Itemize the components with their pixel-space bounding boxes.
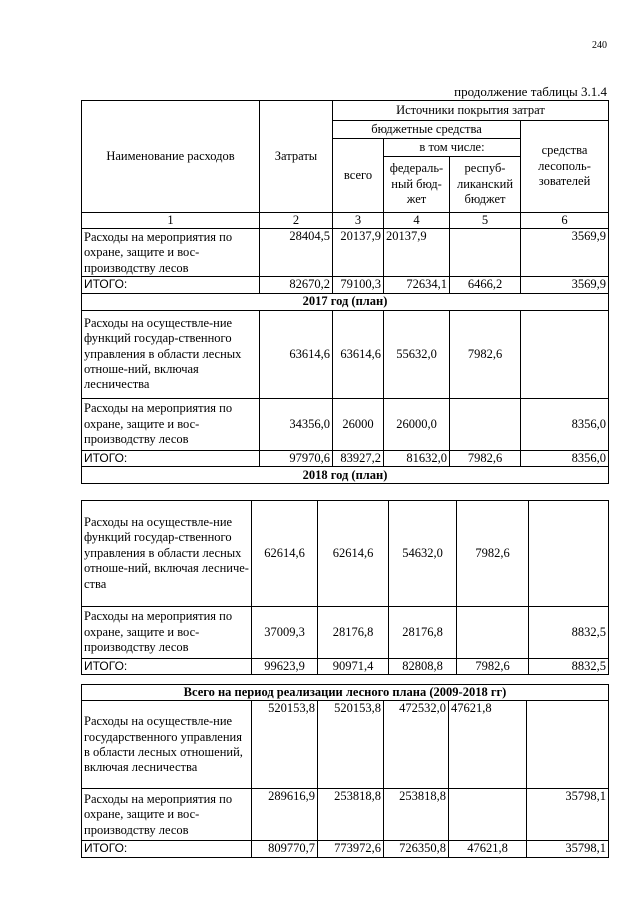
costs-value: 28404,5 [260, 229, 333, 277]
table-row [82, 398, 609, 450]
column-number: 4 [384, 213, 450, 229]
costs-value: 62614,6 [252, 501, 318, 607]
users-value: 3569,9 [521, 229, 609, 277]
costs-value: 63614,6 [260, 310, 333, 398]
republican-value: 6466,2 [450, 277, 521, 293]
users-value: 3569,9 [521, 277, 609, 293]
total-row [82, 841, 609, 857]
total-row [82, 659, 609, 675]
column-number: 1 [82, 213, 260, 229]
table-row [82, 310, 609, 398]
column-number: 2 [260, 213, 333, 229]
total-value: 90971,4 [318, 659, 389, 675]
table-header-row-1 [82, 101, 609, 121]
republican-value [449, 789, 527, 841]
section-header-row [82, 685, 609, 701]
republican-value: 7982,6 [457, 659, 529, 675]
costs-value: 99623,9 [252, 659, 318, 675]
expense-name: Расходы на мероприятия по охране, защите и вос-производству лесов [82, 789, 252, 841]
total-value: 773972,6 [318, 841, 384, 857]
costs-value: 520153,8 [252, 701, 318, 789]
republican-value: 7982,6 [450, 450, 521, 466]
header-including: в том числе: [384, 139, 521, 157]
federal-value: 55632,0 [384, 310, 450, 398]
total-value: 83927,2 [333, 450, 384, 466]
users-value [521, 310, 609, 398]
header-budget-funds: бюджетные средства [333, 121, 521, 139]
expense-name: Расходы на осуществле-ние функций государ-ственного управления в области лесных отноше-ний, включая лесниче-ства [82, 501, 252, 607]
total-value: 62614,6 [318, 501, 389, 607]
federal-value: 726350,8 [384, 841, 449, 857]
users-value: 35798,1 [527, 789, 609, 841]
federal-value: 54632,0 [389, 501, 457, 607]
costs-value: 97970,6 [260, 450, 333, 466]
header-users: средства лесополь-зователей [521, 121, 609, 213]
costs-value: 809770,7 [252, 841, 318, 857]
users-value: 8356,0 [521, 450, 609, 466]
expense-name: Расходы на осуществле-ние функций государ-ственного управления в области лесных отноше-ний, включая лесничества [82, 310, 260, 398]
section-header-row [82, 293, 609, 310]
table-continuation-label: продолжение таблицы 3.1.4 [454, 84, 607, 99]
section-title-2018: 2018 год (план) [82, 467, 609, 484]
header-total: всего [333, 139, 384, 213]
column-number: 3 [333, 213, 384, 229]
table-row [82, 229, 609, 277]
total-value: 28176,8 [318, 607, 389, 659]
users-value [529, 501, 609, 607]
federal-value: 20137,9 [384, 229, 450, 277]
header-name: Наименование расходов [82, 101, 260, 213]
column-numbers-row [82, 213, 609, 229]
section-header-row [82, 467, 609, 484]
republican-value: 7982,6 [457, 501, 529, 607]
page-number: 240 [592, 40, 607, 51]
federal-value: 82808,8 [389, 659, 457, 675]
total-label: ИТОГО: [82, 841, 252, 857]
total-value: 26000 [333, 398, 384, 450]
costs-value: 34356,0 [260, 398, 333, 450]
header-republican: респуб-ликанский бюджет [450, 157, 521, 213]
table-row [82, 501, 609, 607]
republican-value [457, 607, 529, 659]
column-number: 6 [521, 213, 609, 229]
expenses-table-part-1 [81, 100, 609, 484]
table-row [82, 789, 609, 841]
total-label: ИТОГО: [82, 450, 260, 466]
republican-value [450, 398, 521, 450]
republican-value [450, 229, 521, 277]
expenses-table-part-2 [81, 500, 609, 675]
costs-value: 82670,2 [260, 277, 333, 293]
total-row [82, 277, 609, 293]
header-sources: Источники покрытия затрат [333, 101, 609, 121]
federal-value: 472532,0 [384, 701, 449, 789]
federal-value: 253818,8 [384, 789, 449, 841]
users-value: 8832,5 [529, 659, 609, 675]
total-value: 79100,3 [333, 277, 384, 293]
republican-value: 47621,8 [449, 841, 527, 857]
federal-value: 28176,8 [389, 607, 457, 659]
header-costs: Затраты [260, 101, 333, 213]
expense-name: Расходы на мероприятия по охране, защите и вос-производству лесов [82, 398, 260, 450]
total-value: 520153,8 [318, 701, 384, 789]
federal-value: 81632,0 [384, 450, 450, 466]
federal-value: 26000,0 [384, 398, 450, 450]
header-federal: федераль-ный бюд-жет [384, 157, 450, 213]
total-value: 63614,6 [333, 310, 384, 398]
total-value: 253818,8 [318, 789, 384, 841]
costs-value: 289616,9 [252, 789, 318, 841]
republican-value: 7982,6 [450, 310, 521, 398]
table-row [82, 701, 609, 789]
expenses-table-part-3 [81, 684, 609, 858]
users-value [527, 701, 609, 789]
section-title-all-period: Всего на период реализации лесного плана (2009-2018 гг) [82, 685, 609, 701]
expense-name: Расходы на мероприятия по охране, защите и вос-производству лесов [82, 607, 252, 659]
users-value: 8356,0 [521, 398, 609, 450]
users-value: 8832,5 [529, 607, 609, 659]
users-value: 35798,1 [527, 841, 609, 857]
section-title-2017: 2017 год (план) [82, 293, 609, 310]
total-row [82, 450, 609, 466]
expense-name: Расходы на мероприятия по охране, защите и вос-производству лесов [82, 229, 260, 277]
total-value: 20137,9 [333, 229, 384, 277]
total-label: ИТОГО: [82, 659, 252, 675]
costs-value: 37009,3 [252, 607, 318, 659]
total-label: ИТОГО: [82, 277, 260, 293]
table-row [82, 607, 609, 659]
column-number: 5 [450, 213, 521, 229]
republican-value: 47621,8 [449, 701, 527, 789]
federal-value: 72634,1 [384, 277, 450, 293]
expense-name: Расходы на осуществле-ние государственного управления в области лесных отношений, включая лесничества [82, 701, 252, 789]
